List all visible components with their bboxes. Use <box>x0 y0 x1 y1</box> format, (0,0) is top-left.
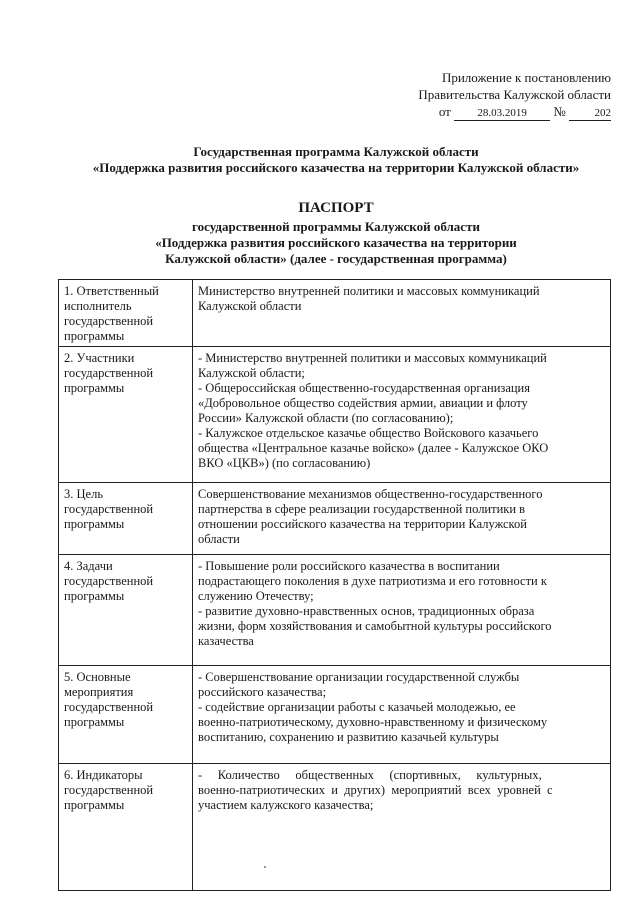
section-content <box>193 280 611 347</box>
section-content-line: - Министерство внутренней политики и массовых коммуникаций <box>198 351 547 365</box>
section-content <box>193 555 611 666</box>
section-content-line: служению Отечеству; <box>198 589 314 603</box>
section-content-line: России» Калужской области (по согласованию); <box>198 411 454 425</box>
section-label <box>59 666 193 764</box>
passport-title-line-2: «Поддержка развития российского казачества на территории <box>155 235 517 250</box>
section-content <box>193 764 611 891</box>
program-title <box>40 144 632 176</box>
section-content-line: - Повышение роли российского казачества в воспитании <box>198 559 500 573</box>
section-label-line: государственной <box>64 783 154 797</box>
number-label: № <box>553 104 566 119</box>
section-content-line: жизни, форм хозяйствования и самобытной культуры российского <box>198 619 552 633</box>
section-label-line: программы <box>64 329 125 343</box>
section-label-line: государственной <box>64 366 154 380</box>
appendix-line-2: Правительства Калужской области <box>418 87 611 102</box>
resolution-number: 202 <box>569 107 611 121</box>
passport-title <box>40 199 632 267</box>
table-row <box>59 555 611 666</box>
section-content <box>193 483 611 555</box>
appendix-header <box>371 69 611 121</box>
section-label-line: 3. Цель <box>64 487 104 501</box>
section-content-line: - содействие организации работы с казачьей молодежью, ее <box>198 700 516 714</box>
section-label <box>59 347 193 483</box>
table-row <box>59 764 611 891</box>
section-content-line: «Добровольное общество содействия армии, авиации и флоту <box>198 396 528 410</box>
section-content-line: участием калужского казачества; <box>198 798 374 812</box>
program-title-line-1: Государственная программа Калужской области <box>193 144 479 159</box>
section-label-line: исполнитель <box>64 299 132 313</box>
from-label: от <box>438 104 451 119</box>
section-label <box>59 280 193 347</box>
table-row <box>59 483 611 555</box>
section-content-line: отношении российского казачества на территории Калужской <box>198 517 527 531</box>
table-row <box>59 347 611 483</box>
section-label <box>59 555 193 666</box>
section-content-line: Калужской области; <box>198 366 305 380</box>
section-label <box>59 483 193 555</box>
table-row <box>59 280 611 347</box>
section-content-line: - Общероссийская общественно-государственная организация <box>198 381 531 395</box>
section-label-line: государственной <box>64 314 154 328</box>
section-label-line: программы <box>64 517 125 531</box>
passport-title-line-1: государственной программы Калужской области <box>192 219 480 234</box>
section-label <box>59 764 193 891</box>
section-label-line: мероприятия <box>64 685 134 699</box>
section-content-line: - развитие духовно-нравственных основ, традиционных образа <box>198 604 535 618</box>
section-label-line: государственной <box>64 502 154 516</box>
section-label-line: 5. Основные <box>64 670 131 684</box>
program-title-line-2: «Поддержка развития российского казачества на территории Калужской области» <box>92 160 580 175</box>
section-content-line: Совершенствование механизмов общественно-государственного <box>198 487 543 501</box>
section-label-line: программы <box>64 589 125 603</box>
section-content <box>193 666 611 764</box>
section-content-line: - Калужское отдельское казачье общество Войскового казачьего <box>198 426 539 440</box>
section-content-line: области <box>198 532 240 546</box>
section-content-line: российского казачества; <box>198 685 327 699</box>
passport-table <box>58 279 611 891</box>
section-content-line: партнерства в сфере реализации государственной политики в <box>198 502 526 516</box>
section-content-line: Калужской области <box>198 299 302 313</box>
section-label-line: 4. Задачи <box>64 559 113 573</box>
section-content-line: Министерство внутренней политики и массовых коммуникаций <box>198 284 540 298</box>
section-content-line: подрастающего поколения в духе патриотизма и его готовности к <box>198 574 547 588</box>
scan-speck <box>264 866 266 868</box>
section-content-line: военно-патриотических и других) мероприятий всех уровней с <box>198 783 553 797</box>
section-label-line: 6. Индикаторы <box>64 768 143 782</box>
resolution-date: 28.03.2019 <box>454 107 550 121</box>
section-content-line: военно-патриотическому, духовно-нравственному и физическому <box>198 715 548 729</box>
passport-title-line-3: Калужской области» (далее - государственная программа) <box>165 251 507 266</box>
section-label-line: программы <box>64 381 125 395</box>
table-row <box>59 666 611 764</box>
section-label-line: 1. Ответственный <box>64 284 159 298</box>
section-content-line: общества «Центральное казачье войско» (далее - Калужское ОКО <box>198 441 549 455</box>
section-content-line: ВКО «ЦКВ») (по согласованию) <box>198 456 371 470</box>
section-label-line: государственной <box>64 574 154 588</box>
section-content-line: казачества <box>198 634 254 648</box>
appendix-line-1: Приложение к постановлению <box>441 70 611 85</box>
section-label-line: программы <box>64 715 125 729</box>
appendix-date-number <box>371 103 611 121</box>
section-content-line: - Количество общественных (спортивных, культурных, <box>198 768 542 782</box>
section-content <box>193 347 611 483</box>
section-label-line: программы <box>64 798 125 812</box>
passport-heading: ПАСПОРТ <box>298 200 374 216</box>
section-label-line: 2. Участники <box>64 351 135 365</box>
section-content-line: - Совершенствование организации государственной службы <box>198 670 520 684</box>
section-label-line: государственной <box>64 700 154 714</box>
section-content-line: воспитанию, сохранению и развитию казачьей культуры <box>198 730 499 744</box>
